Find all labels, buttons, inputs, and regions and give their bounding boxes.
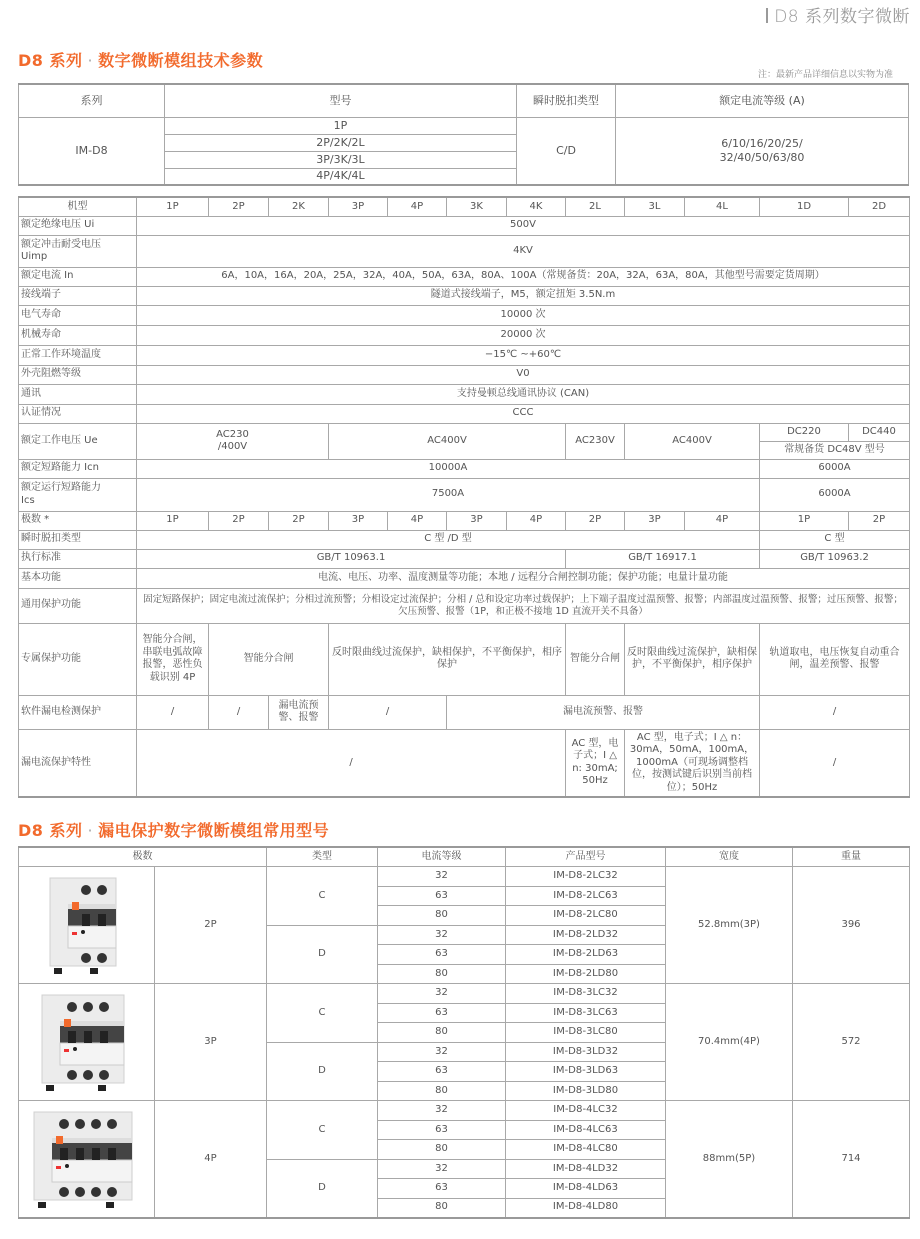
current-value: 32 (378, 1101, 506, 1121)
model-value: 3P/3K/3L (165, 151, 517, 168)
type-value: C (267, 984, 378, 1043)
header-current: 电流等级 (378, 847, 506, 867)
note: 注：最新产品详细信息以实物为准 (757, 70, 893, 80)
type-value: D (267, 925, 378, 984)
model-value: IM-D8-4LC80 (506, 1140, 666, 1160)
type-value: D (267, 1042, 378, 1101)
header-trip-type: 瞬时脱扣类型 (517, 84, 616, 117)
section-title-models (18, 818, 329, 841)
row-label: 软件漏电检测保护 (19, 695, 137, 729)
breaker-4p-image (19, 1101, 155, 1218)
exclusive-value: 反时限曲线过流保护，缺相保护，不平衡保护，相序保护 (625, 623, 760, 695)
soft-leak-value: / (329, 695, 447, 729)
title-dot: · (87, 821, 94, 840)
row-ics (19, 478, 910, 511)
poles-value: 4P (155, 1101, 267, 1218)
width-value: 52.8mm(3P) (666, 867, 793, 984)
current-value: 63 (378, 1179, 506, 1199)
exclusive-value: 智能分合闸 (209, 623, 329, 695)
title-prefix: D8 系列 (18, 51, 83, 70)
pole-value: 2P (566, 511, 625, 530)
model-value: IM-D8-3LD63 (506, 1062, 666, 1082)
pole-value: 2P (209, 511, 269, 530)
current-value: 32 (378, 867, 506, 887)
pole-value: 2P (849, 511, 910, 530)
model-value: 4P/4K/4L (165, 168, 517, 185)
row-label: 通用保护功能 (19, 588, 137, 623)
label-line2: Ics (21, 494, 35, 506)
ue-line1: AC230 (216, 428, 249, 440)
model-value: IM-D8-4LD32 (506, 1159, 666, 1179)
header-weight: 重量 (793, 847, 910, 867)
rating-line2: 32/40/50/63/80 (719, 150, 805, 164)
model-value: IM-D8-3LD80 (506, 1081, 666, 1101)
row-value: 6000A (760, 459, 910, 478)
row-comm (19, 384, 910, 404)
row-label: 额定绝缘电压 Ui (19, 216, 137, 235)
row-in (19, 267, 910, 286)
row-label: 外壳阻燃等级 (19, 365, 137, 384)
page-header-text: D8 系列数字微断 (774, 7, 910, 27)
type-value: C (267, 867, 378, 926)
model-value: IM-D8-2LD80 (506, 964, 666, 984)
width-value: 70.4mm(4P) (666, 984, 793, 1101)
pole-value: 4P (388, 511, 447, 530)
width-value: 88mm(5P) (666, 1101, 793, 1218)
row-label: 正常工作环境温度 (19, 345, 137, 365)
pole-value: 3P (329, 511, 388, 530)
exclusive-value (137, 623, 209, 695)
row-label: 机械寿命 (19, 325, 137, 345)
pole-value: 4P (685, 511, 760, 530)
model-value: IM-D8-2LD63 (506, 945, 666, 965)
model-row (19, 984, 910, 1004)
row-uimp (19, 235, 910, 267)
breaker-2p-image (19, 867, 155, 984)
overview-row (19, 117, 909, 134)
model-col: 4K (507, 197, 566, 216)
model-col: 3L (625, 197, 685, 216)
ue-value: AC400V (329, 423, 566, 459)
current-value: 80 (378, 1081, 506, 1101)
row-ue (19, 423, 910, 441)
row-value: 固定短路保护；固定电流过流保护；分相过流预警；分相设定过流保护；分相 / 总和设定功率过载保护；上下端子温度过温预警、报警；内部温度过温预警、报警；过压预警、报警；欠压预警、报警（1P，和正极不接地 1D 直流开关不具备） (137, 588, 910, 623)
row-value: 10000A (137, 459, 760, 478)
current-value: 80 (378, 1198, 506, 1218)
row-value: 6A，10A，16A，20A，25A，32A，40A，50A，63A，80A、100A（常规备货：20A，32A，63A，80A，其他型号需要定货周期） (137, 267, 910, 286)
model-row (19, 1101, 910, 1121)
row-label: 极数 * (19, 511, 137, 530)
exclusive-value: 轨道取电，电压恢复自动重合闸，温差预警、报警 (760, 623, 910, 695)
row-leak-char (19, 729, 910, 797)
soft-leak-value: / (760, 695, 910, 729)
row-poles (19, 511, 910, 530)
page-header (766, 2, 910, 27)
row-label: 电气寿命 (19, 305, 137, 325)
row-label: 瞬时脱扣类型 (19, 530, 137, 549)
row-value: 隧道式接线端子，M5，额定扭矩 3.5N.m (137, 286, 910, 305)
model-value: IM-D8-3LC63 (506, 1003, 666, 1023)
pole-value: 2P (269, 511, 329, 530)
model-header-row (19, 197, 910, 216)
header-width: 宽度 (666, 847, 793, 867)
row-value: 7500A (137, 478, 760, 511)
row-label: 执行标准 (19, 549, 137, 568)
title-main: 漏电保护数字微断模组常用型号 (98, 821, 330, 840)
model-value: IM-D8-4LD63 (506, 1179, 666, 1199)
exclusive-text: 智能分合闸，串联电弧故障报警，恶性负载识别 (142, 634, 203, 683)
row-basic (19, 568, 910, 588)
pole-value: 4P (507, 511, 566, 530)
current-value: 32 (378, 925, 506, 945)
pole-value: 3P (447, 511, 507, 530)
model-header: 机型 (19, 197, 137, 216)
rating-line1: 6/10/16/20/25/ (721, 137, 803, 150)
row-label (19, 478, 137, 511)
row-value: V0 (137, 365, 910, 384)
series-value: IM-D8 (19, 117, 165, 185)
model-value: IM-D8-4LC32 (506, 1101, 666, 1121)
current-value: 63 (378, 1062, 506, 1082)
model-col: 2L (566, 197, 625, 216)
trip-type-value: C/D (517, 117, 616, 185)
leak-char-value: AC 型，电子式；I △ n: 30mA; 50Hz (566, 729, 625, 797)
model-col: 4L (685, 197, 760, 216)
model-col: 2K (269, 197, 329, 216)
header-rating: 额定电流等级 (A) (616, 84, 909, 117)
row-value: C 型 /D 型 (137, 530, 760, 549)
model-value: 1P (165, 117, 517, 134)
model-col: 1D (760, 197, 849, 216)
current-value: 80 (378, 906, 506, 926)
row-label: 额定工作电压 Ue (19, 423, 137, 459)
pole-value: 1P (137, 511, 209, 530)
row-terminal (19, 286, 910, 305)
row-value: GB/T 10963.1 (137, 549, 566, 568)
row-value: 500V (137, 216, 910, 235)
row-value: 10000 次 (137, 305, 910, 325)
row-mech-life (19, 325, 910, 345)
label-line2: Uimp (21, 251, 48, 262)
breaker-3p-image (19, 984, 155, 1101)
current-value: 80 (378, 1023, 506, 1043)
row-label: 认证情况 (19, 404, 137, 423)
row-label: 额定电流 In (19, 267, 137, 286)
spec-table (18, 196, 910, 798)
type-value: D (267, 1159, 378, 1218)
soft-leak-value: 漏电流预警、报警 (269, 695, 329, 729)
row-value: −15℃ ~+60℃ (137, 345, 910, 365)
weight-value: 396 (793, 867, 910, 984)
models-header-row (19, 847, 910, 867)
row-value: GB/T 10963.2 (760, 549, 910, 568)
header-bar (766, 8, 768, 23)
type-value: C (267, 1101, 378, 1160)
current-value: 32 (378, 984, 506, 1004)
current-value: 63 (378, 945, 506, 965)
row-value: C 型 (760, 530, 910, 549)
model-value: IM-D8-3LD32 (506, 1042, 666, 1062)
leak-char-value: / (137, 729, 566, 797)
ue-value: AC230V (566, 423, 625, 459)
row-elec-life (19, 305, 910, 325)
exclusive-tag: 4P (182, 671, 196, 683)
current-value: 80 (378, 1140, 506, 1160)
model-col: 2D (849, 197, 910, 216)
current-value: 63 (378, 1003, 506, 1023)
row-cert (19, 404, 910, 423)
poles-value: 2P (155, 867, 267, 984)
header-poles: 极数 (19, 847, 267, 867)
row-soft-leak (19, 695, 910, 729)
row-value: GB/T 16917.1 (566, 549, 760, 568)
row-value: CCC (137, 404, 910, 423)
model-col: 3K (447, 197, 507, 216)
row-standard (19, 549, 910, 568)
soft-leak-value: / (137, 695, 209, 729)
row-value: 支持曼顿总线通讯协议 (CAN) (137, 384, 910, 404)
row-label: 额定短路能力 Icn (19, 459, 137, 478)
row-label: 基本功能 (19, 568, 137, 588)
row-temp (19, 345, 910, 365)
title-main: 数字微断模组技术参数 (98, 51, 264, 70)
ue-value (137, 423, 329, 459)
overview-header-row (19, 84, 909, 117)
row-label (19, 235, 137, 267)
ue-line2: /400V (217, 441, 248, 452)
models-table (18, 846, 910, 1219)
ue-value: DC220 (760, 423, 849, 441)
model-value: IM-D8-4LD80 (506, 1198, 666, 1218)
row-value: 4KV (137, 235, 910, 267)
row-label: 通讯 (19, 384, 137, 404)
model-col: 1P (137, 197, 209, 216)
poles-value: 3P (155, 984, 267, 1101)
row-value: 20000 次 (137, 325, 910, 345)
model-col: 2P (209, 197, 269, 216)
exclusive-value: 智能分合闸 (566, 623, 625, 695)
weight-value: 572 (793, 984, 910, 1101)
soft-leak-value: / (209, 695, 269, 729)
header-model: 型号 (165, 84, 517, 117)
title-dot: · (87, 51, 94, 70)
pole-value: 3P (625, 511, 685, 530)
model-value: IM-D8-2LC32 (506, 867, 666, 887)
ue-value: 常规备货 DC48V 型号 (760, 441, 910, 459)
row-label: 接线端子 (19, 286, 137, 305)
model-value: IM-D8-4LC63 (506, 1120, 666, 1140)
model-value: IM-D8-2LD32 (506, 925, 666, 945)
ue-value: DC440 (849, 423, 910, 441)
title-prefix: D8 系列 (18, 821, 83, 840)
ue-value: AC400V (625, 423, 760, 459)
row-trip (19, 530, 910, 549)
current-value: 80 (378, 964, 506, 984)
overview-table (18, 83, 909, 186)
weight-value: 714 (793, 1101, 910, 1218)
model-value: IM-D8-2LC80 (506, 906, 666, 926)
rating-value (616, 117, 909, 185)
current-value: 63 (378, 886, 506, 906)
exclusive-value: 反时限曲线过流保护，缺相保护，不平衡保护，相序保护 (329, 623, 566, 695)
current-value: 63 (378, 1120, 506, 1140)
label-line1: 额定冲击耐受电压 (21, 238, 101, 250)
model-col: 4P (388, 197, 447, 216)
model-value: 2P/2K/2L (165, 134, 517, 151)
row-label: 专属保护功能 (19, 623, 137, 695)
model-value: IM-D8-2LC63 (506, 886, 666, 906)
row-icn (19, 459, 910, 478)
model-col: 3P (329, 197, 388, 216)
soft-leak-value: 漏电流预警、报警 (447, 695, 760, 729)
row-label: 漏电流保护特性 (19, 729, 137, 797)
row-general-protect (19, 588, 910, 623)
row-value: 6000A (760, 478, 910, 511)
model-value: IM-D8-3LC32 (506, 984, 666, 1004)
header-type: 类型 (267, 847, 378, 867)
model-value: IM-D8-3LC80 (506, 1023, 666, 1043)
current-value: 32 (378, 1042, 506, 1062)
header-model: 产品型号 (506, 847, 666, 867)
row-exclusive (19, 623, 910, 695)
leak-char-value: / (760, 729, 910, 797)
row-ui (19, 216, 910, 235)
section-title-specs (18, 48, 263, 71)
header-series: 系列 (19, 84, 165, 117)
model-row (19, 867, 910, 887)
pole-value: 1P (760, 511, 849, 530)
label-line1: 额定运行短路能力 (21, 482, 101, 493)
row-flame (19, 365, 910, 384)
leak-char-value: AC 型，电子式；I △ n：30mA，50mA，100mA，1000mA（可现场调整档位，按测试键后识别当前档位）；50Hz (625, 729, 760, 797)
row-value: 电流、电压、功率、温度测量等功能；本地 / 远程分合闸控制功能；保护功能；电量计量功能 (137, 568, 910, 588)
current-value: 32 (378, 1159, 506, 1179)
